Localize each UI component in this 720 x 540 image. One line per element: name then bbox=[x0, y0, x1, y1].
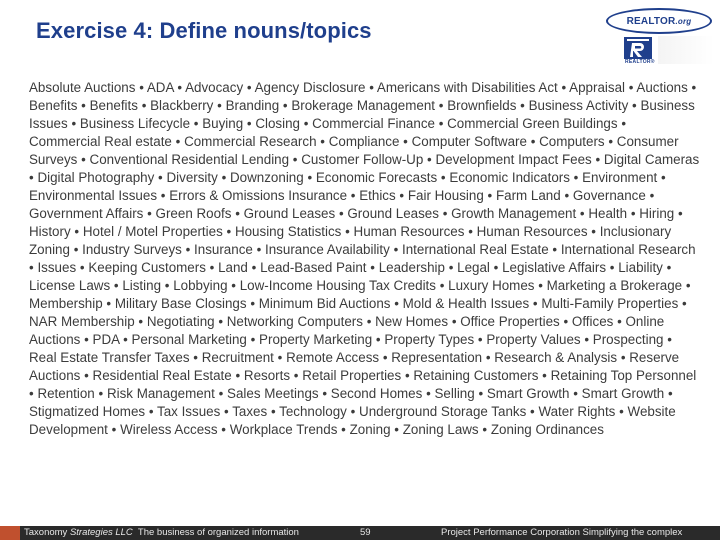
bullet-separator: • bbox=[451, 314, 457, 329]
bullet-separator: • bbox=[573, 386, 578, 401]
topic-item: Smart Growth bbox=[581, 386, 665, 401]
bullet-separator: • bbox=[563, 314, 569, 329]
topic-item: Tax Issues bbox=[157, 404, 221, 419]
bullet-separator: • bbox=[71, 116, 77, 131]
topic-item: Issues bbox=[37, 260, 77, 275]
bullet-separator: • bbox=[667, 332, 672, 347]
topic-item: Smart Growth bbox=[486, 386, 570, 401]
bullet-separator: • bbox=[375, 332, 381, 347]
topic-item: Retaining Top Personnel bbox=[550, 368, 697, 383]
topic-item: Recruitment bbox=[201, 350, 274, 365]
topic-item: Risk Management bbox=[106, 386, 215, 401]
topic-item: Environmental Issues bbox=[29, 188, 158, 203]
bullet-separator: • bbox=[231, 278, 236, 293]
bullet-separator: • bbox=[293, 368, 299, 383]
bullet-separator: • bbox=[609, 260, 615, 275]
bullet-separator: • bbox=[277, 350, 283, 365]
topic-item: Computers bbox=[539, 134, 605, 149]
bullet-separator: • bbox=[81, 152, 86, 167]
footer-left bbox=[24, 527, 299, 538]
topic-item: Reserve Auctions bbox=[29, 350, 680, 383]
topic-item: Zoning Laws bbox=[402, 422, 479, 437]
topic-item: Consumer Surveys bbox=[29, 134, 679, 167]
bullet-separator: • bbox=[661, 170, 666, 185]
bullet-separator: • bbox=[666, 260, 672, 275]
topic-item: Housing Statistics bbox=[234, 224, 342, 239]
bullet-separator: • bbox=[620, 350, 626, 365]
topic-item: Commercial Green Buildings bbox=[447, 116, 618, 131]
topic-item: Military Base Closings bbox=[114, 296, 247, 311]
bullet-separator: • bbox=[73, 242, 79, 257]
bullet-separator: • bbox=[632, 98, 637, 113]
topic-item: Membership bbox=[29, 296, 103, 311]
bullet-separator: • bbox=[682, 296, 687, 311]
topic-item: PDA bbox=[92, 332, 120, 347]
topic-item: Ground Leases bbox=[347, 206, 439, 221]
topic-item: Minimum Bid Auctions bbox=[258, 296, 391, 311]
topic-item: Commercial Research bbox=[184, 134, 317, 149]
bullet-separator: • bbox=[139, 80, 144, 95]
topic-item: Green Roofs bbox=[155, 206, 232, 221]
topic-item: Mold & Health Issues bbox=[402, 296, 530, 311]
bullet-separator: • bbox=[141, 98, 147, 113]
topic-item: Closing bbox=[255, 116, 300, 131]
bullet-separator: • bbox=[111, 422, 117, 437]
bullet-separator: • bbox=[250, 296, 256, 311]
bullet-separator: • bbox=[246, 116, 252, 131]
topic-item: Human Resources bbox=[353, 224, 465, 239]
bullet-separator: • bbox=[341, 422, 346, 437]
topic-item: Negotiating bbox=[146, 314, 215, 329]
topic-item: Environment bbox=[582, 170, 658, 185]
bullet-separator: • bbox=[564, 188, 570, 203]
bullet-separator: • bbox=[561, 80, 567, 95]
topic-item: Retaining Customers bbox=[413, 368, 539, 383]
bullet-separator: • bbox=[573, 170, 579, 185]
topic-item: Technology bbox=[279, 404, 347, 419]
topic-item: Online Auctions bbox=[29, 314, 665, 347]
bullet-separator: • bbox=[350, 188, 356, 203]
page-number: 59 bbox=[360, 527, 371, 538]
topic-item: License Laws bbox=[29, 278, 111, 293]
topic-item: Offices bbox=[571, 314, 614, 329]
topic-item: Water Rights bbox=[538, 404, 616, 419]
topic-item: Digital Photography bbox=[37, 170, 155, 185]
bullet-separator: • bbox=[468, 224, 473, 239]
topic-item: Agency Disclosure bbox=[254, 80, 366, 95]
bullet-separator: • bbox=[403, 134, 408, 149]
topic-item: Sales Meetings bbox=[227, 386, 319, 401]
bullet-separator: • bbox=[270, 404, 276, 419]
topic-item: Human Resources bbox=[476, 224, 588, 239]
bullet-separator: • bbox=[177, 80, 183, 95]
topic-item: Farm Land bbox=[495, 188, 561, 203]
bullet-separator: • bbox=[608, 134, 614, 149]
topic-item: Leadership bbox=[378, 260, 445, 275]
bullet-separator: • bbox=[477, 332, 483, 347]
bullet-separator: • bbox=[438, 116, 444, 131]
topic-item: Downzoning bbox=[230, 170, 304, 185]
bullet-separator: • bbox=[685, 278, 691, 293]
bullet-separator: • bbox=[148, 404, 154, 419]
bullet-separator: • bbox=[138, 314, 144, 329]
bullet-separator: • bbox=[106, 296, 112, 311]
bullet-separator: • bbox=[591, 224, 596, 239]
topic-item: Industry Surveys bbox=[82, 242, 182, 257]
bullet-separator: • bbox=[691, 80, 697, 95]
bullet-separator: • bbox=[393, 242, 399, 257]
topic-item: Fair Housing bbox=[407, 188, 484, 203]
topic-item: Compliance bbox=[328, 134, 400, 149]
topic-item: Hiring bbox=[639, 206, 675, 221]
bullet-separator: • bbox=[235, 206, 240, 221]
topic-item: Wireless Access bbox=[120, 422, 218, 437]
topic-item: Computer Software bbox=[411, 134, 527, 149]
bullet-separator: • bbox=[442, 206, 448, 221]
bullet-separator: • bbox=[160, 188, 166, 203]
bullet-separator: • bbox=[542, 368, 547, 383]
bullet-separator: • bbox=[113, 278, 119, 293]
bullet-separator: • bbox=[193, 350, 198, 365]
bullet-separator: • bbox=[382, 350, 388, 365]
bullet-separator: • bbox=[677, 206, 683, 221]
topic-item: Selling bbox=[434, 386, 475, 401]
topic-item: Marketing a Brokerage bbox=[546, 278, 683, 293]
topic-item: Workplace Trends bbox=[229, 422, 338, 437]
bullet-separator: • bbox=[282, 98, 288, 113]
bullet-separator: • bbox=[29, 260, 34, 275]
bullet-separator: • bbox=[218, 314, 224, 329]
topic-item: ADA bbox=[146, 80, 174, 95]
footer-accent bbox=[0, 526, 20, 540]
bullet-separator: • bbox=[628, 80, 634, 95]
bullet-separator: • bbox=[175, 134, 181, 149]
topic-item: Diversity bbox=[166, 170, 218, 185]
topic-item: Brownfields bbox=[447, 98, 517, 113]
bullet-separator: • bbox=[81, 98, 86, 113]
bullet-separator: • bbox=[530, 134, 536, 149]
bullet-separator: • bbox=[226, 224, 232, 239]
topic-item: Buying bbox=[202, 116, 244, 131]
topic-item: Property Marketing bbox=[259, 332, 373, 347]
bullet-separator: • bbox=[584, 332, 590, 347]
topic-item: Real Estate Transfer Taxes bbox=[29, 350, 190, 365]
bullet-separator: • bbox=[246, 80, 252, 95]
topic-item: Legislative Affairs bbox=[502, 260, 607, 275]
topic-item: Legal bbox=[457, 260, 490, 275]
topic-item: Growth Management bbox=[451, 206, 577, 221]
bullet-separator: • bbox=[74, 224, 80, 239]
bullet-separator: • bbox=[579, 206, 585, 221]
topic-item: Retention bbox=[37, 386, 95, 401]
topic-item: Branding bbox=[225, 98, 280, 113]
topic-item: Retail Properties bbox=[302, 368, 402, 383]
topic-item: Stigmatized Homes bbox=[29, 404, 146, 419]
bullet-separator: • bbox=[193, 116, 199, 131]
bullet-separator: • bbox=[158, 170, 163, 185]
bullet-separator: • bbox=[595, 152, 601, 167]
topic-item: Auctions bbox=[636, 80, 688, 95]
bullet-separator: • bbox=[292, 152, 298, 167]
bullet-separator: • bbox=[251, 260, 257, 275]
topic-item: Second Homes bbox=[330, 386, 423, 401]
topic-item: Government Affairs bbox=[29, 206, 144, 221]
bullet-separator: • bbox=[338, 206, 344, 221]
topic-item: Digital Cameras bbox=[603, 152, 700, 167]
slide-title: Exercise 4: Define nouns/topics bbox=[36, 18, 372, 43]
topic-item: Luxury Homes bbox=[448, 278, 535, 293]
bullet-separator: • bbox=[530, 404, 535, 419]
bullet-separator: • bbox=[29, 386, 34, 401]
topic-item: Property Values bbox=[486, 332, 581, 347]
logo-backdrop bbox=[658, 36, 714, 64]
topic-item: Ground Leases bbox=[243, 206, 336, 221]
topic-item: Land bbox=[218, 260, 248, 275]
topic-item: Zoning bbox=[349, 422, 391, 437]
bullet-separator: • bbox=[478, 386, 484, 401]
topic-item: Business Lifecycle bbox=[79, 116, 191, 131]
bullet-separator: • bbox=[532, 296, 538, 311]
topic-item: Inclusionary Zoning bbox=[29, 224, 672, 257]
bullet-separator: • bbox=[404, 368, 410, 383]
topic-item: Customer Follow-Up bbox=[301, 152, 424, 167]
topic-item: Personal Marketing bbox=[131, 332, 247, 347]
bullet-separator: • bbox=[394, 422, 399, 437]
topic-item: Business Issues bbox=[29, 98, 695, 131]
topic-item: Brokerage Management bbox=[291, 98, 436, 113]
bullet-separator: • bbox=[538, 278, 543, 293]
bullet-separator: • bbox=[621, 116, 627, 131]
bullet-separator: • bbox=[320, 134, 325, 149]
topic-item: Economic Indicators bbox=[449, 170, 570, 185]
realtor-logo-suffix: .org bbox=[675, 16, 692, 26]
footer-bar bbox=[0, 526, 720, 540]
topic-item: Commercial Real estate bbox=[29, 134, 172, 149]
bullet-separator: • bbox=[399, 188, 405, 203]
bullet-separator: • bbox=[221, 422, 226, 437]
topic-item: Remote Access bbox=[286, 350, 380, 365]
bullet-separator: • bbox=[485, 350, 491, 365]
bullet-separator: • bbox=[350, 404, 356, 419]
realtor-logo bbox=[606, 6, 714, 64]
topic-item: Governance bbox=[572, 188, 646, 203]
footer-company: Taxonomy bbox=[24, 527, 68, 538]
topic-item: Commercial Finance bbox=[312, 116, 435, 131]
bullet-separator: • bbox=[307, 170, 313, 185]
footer-tagline: The business of organized information bbox=[137, 527, 299, 538]
bullet-separator: • bbox=[667, 386, 673, 401]
bullet-separator: • bbox=[426, 386, 431, 401]
bullet-separator: • bbox=[345, 224, 350, 239]
topic-item: Residential Real Estate bbox=[92, 368, 232, 383]
bullet-separator: • bbox=[303, 116, 309, 131]
topic-item: Business Activity bbox=[528, 98, 629, 113]
bullet-separator: • bbox=[185, 242, 191, 257]
bullet-separator: • bbox=[440, 170, 446, 185]
topic-item: Absolute Auctions bbox=[29, 80, 136, 95]
realtor-r-block-icon bbox=[623, 36, 653, 60]
bullet-separator: • bbox=[552, 242, 558, 257]
bullet-separator: • bbox=[123, 332, 128, 347]
topic-item: Hotel / Motel Properties bbox=[82, 224, 223, 239]
bullet-separator: • bbox=[217, 98, 222, 113]
topic-item: Americans with Disabilities Act bbox=[376, 80, 558, 95]
bullet-separator: • bbox=[487, 188, 493, 203]
topic-item: Insurance bbox=[194, 242, 253, 257]
topic-item: Property Types bbox=[384, 332, 475, 347]
bullet-separator: • bbox=[439, 278, 445, 293]
realtor-logo-subtext: REALTOR® bbox=[625, 59, 655, 65]
bullet-separator: • bbox=[630, 206, 636, 221]
topic-item: Health bbox=[588, 206, 628, 221]
footer-company-suffix: Strategies LLC bbox=[69, 527, 133, 538]
bullet-separator: • bbox=[493, 260, 499, 275]
topic-item: Networking Computers bbox=[226, 314, 363, 329]
topic-item: Low-Income Housing Tax Credits bbox=[239, 278, 436, 293]
bullet-separator: • bbox=[250, 332, 256, 347]
bullet-separator: • bbox=[29, 170, 34, 185]
topic-item: Insurance Availability bbox=[265, 242, 390, 257]
bullet-separator: • bbox=[482, 422, 488, 437]
topic-item: NAR Membership bbox=[29, 314, 135, 329]
topic-item: Development Impact Fees bbox=[435, 152, 592, 167]
topic-item: Listing bbox=[122, 278, 162, 293]
topic-item: International Research bbox=[560, 242, 696, 257]
topic-item: New Homes bbox=[375, 314, 449, 329]
topic-item: Appraisal bbox=[569, 80, 625, 95]
topic-item: Office Properties bbox=[460, 314, 560, 329]
topic-item: Ethics bbox=[359, 188, 396, 203]
bullet-separator: • bbox=[84, 332, 89, 347]
topic-item: Resorts bbox=[243, 368, 291, 383]
bullet-separator: • bbox=[322, 386, 328, 401]
bullet-separator: • bbox=[147, 206, 152, 221]
topic-item: Advocacy bbox=[185, 80, 244, 95]
bullet-separator: • bbox=[448, 260, 454, 275]
bullet-separator: • bbox=[649, 188, 655, 203]
bullet-separator: • bbox=[164, 278, 170, 293]
topic-item: Conventional Residential Lending bbox=[89, 152, 290, 167]
topic-item: History bbox=[29, 224, 71, 239]
bullet-separator: • bbox=[520, 98, 525, 113]
topic-item: Taxes bbox=[232, 404, 268, 419]
topic-list bbox=[29, 79, 701, 439]
bullet-separator: • bbox=[221, 170, 227, 185]
bullet-separator: • bbox=[84, 368, 89, 383]
topic-item: Benefits bbox=[29, 98, 78, 113]
footer-right: Project Performance Corporation Simplifying the complex bbox=[441, 527, 683, 538]
bullet-separator: • bbox=[394, 296, 399, 311]
topic-item: International Real Estate bbox=[402, 242, 549, 257]
bullet-separator: • bbox=[224, 404, 229, 419]
topic-item: Multi-Family Properties bbox=[541, 296, 679, 311]
topic-item: Website Development bbox=[29, 404, 676, 437]
bullet-separator: • bbox=[235, 368, 241, 383]
topic-item: Liability bbox=[618, 260, 663, 275]
bullet-separator: • bbox=[427, 152, 432, 167]
topic-item: Lead-Based Paint bbox=[260, 260, 367, 275]
topic-item: Lobbying bbox=[173, 278, 228, 293]
bullet-separator: • bbox=[369, 80, 374, 95]
topic-item: Errors & Omissions Insurance bbox=[169, 188, 348, 203]
topic-item: Research & Analysis bbox=[494, 350, 618, 365]
bullet-separator: • bbox=[370, 260, 375, 275]
topic-item: Representation bbox=[391, 350, 483, 365]
bullet-separator: • bbox=[218, 386, 224, 401]
topic-item: Prospecting bbox=[592, 332, 664, 347]
bullet-separator: • bbox=[256, 242, 262, 257]
bullet-separator: • bbox=[98, 386, 104, 401]
topic-item: Blackberry bbox=[150, 98, 214, 113]
realtor-logo-wordmark bbox=[606, 8, 712, 34]
bullet-separator: • bbox=[366, 314, 372, 329]
topic-item: Economic Forecasts bbox=[315, 170, 438, 185]
topic-item: Benefits bbox=[89, 98, 138, 113]
bullet-separator: • bbox=[209, 260, 215, 275]
bullet-separator: • bbox=[617, 314, 622, 329]
topic-item: Keeping Customers bbox=[88, 260, 206, 275]
topic-item: Zoning Ordinances bbox=[490, 422, 604, 437]
bullet-separator: • bbox=[619, 404, 624, 419]
realtor-logo-name: REALTOR bbox=[626, 15, 676, 27]
bullet-separator: • bbox=[438, 98, 444, 113]
topic-item: Underground Storage Tanks bbox=[359, 404, 527, 419]
bullet-separator: • bbox=[79, 260, 85, 275]
